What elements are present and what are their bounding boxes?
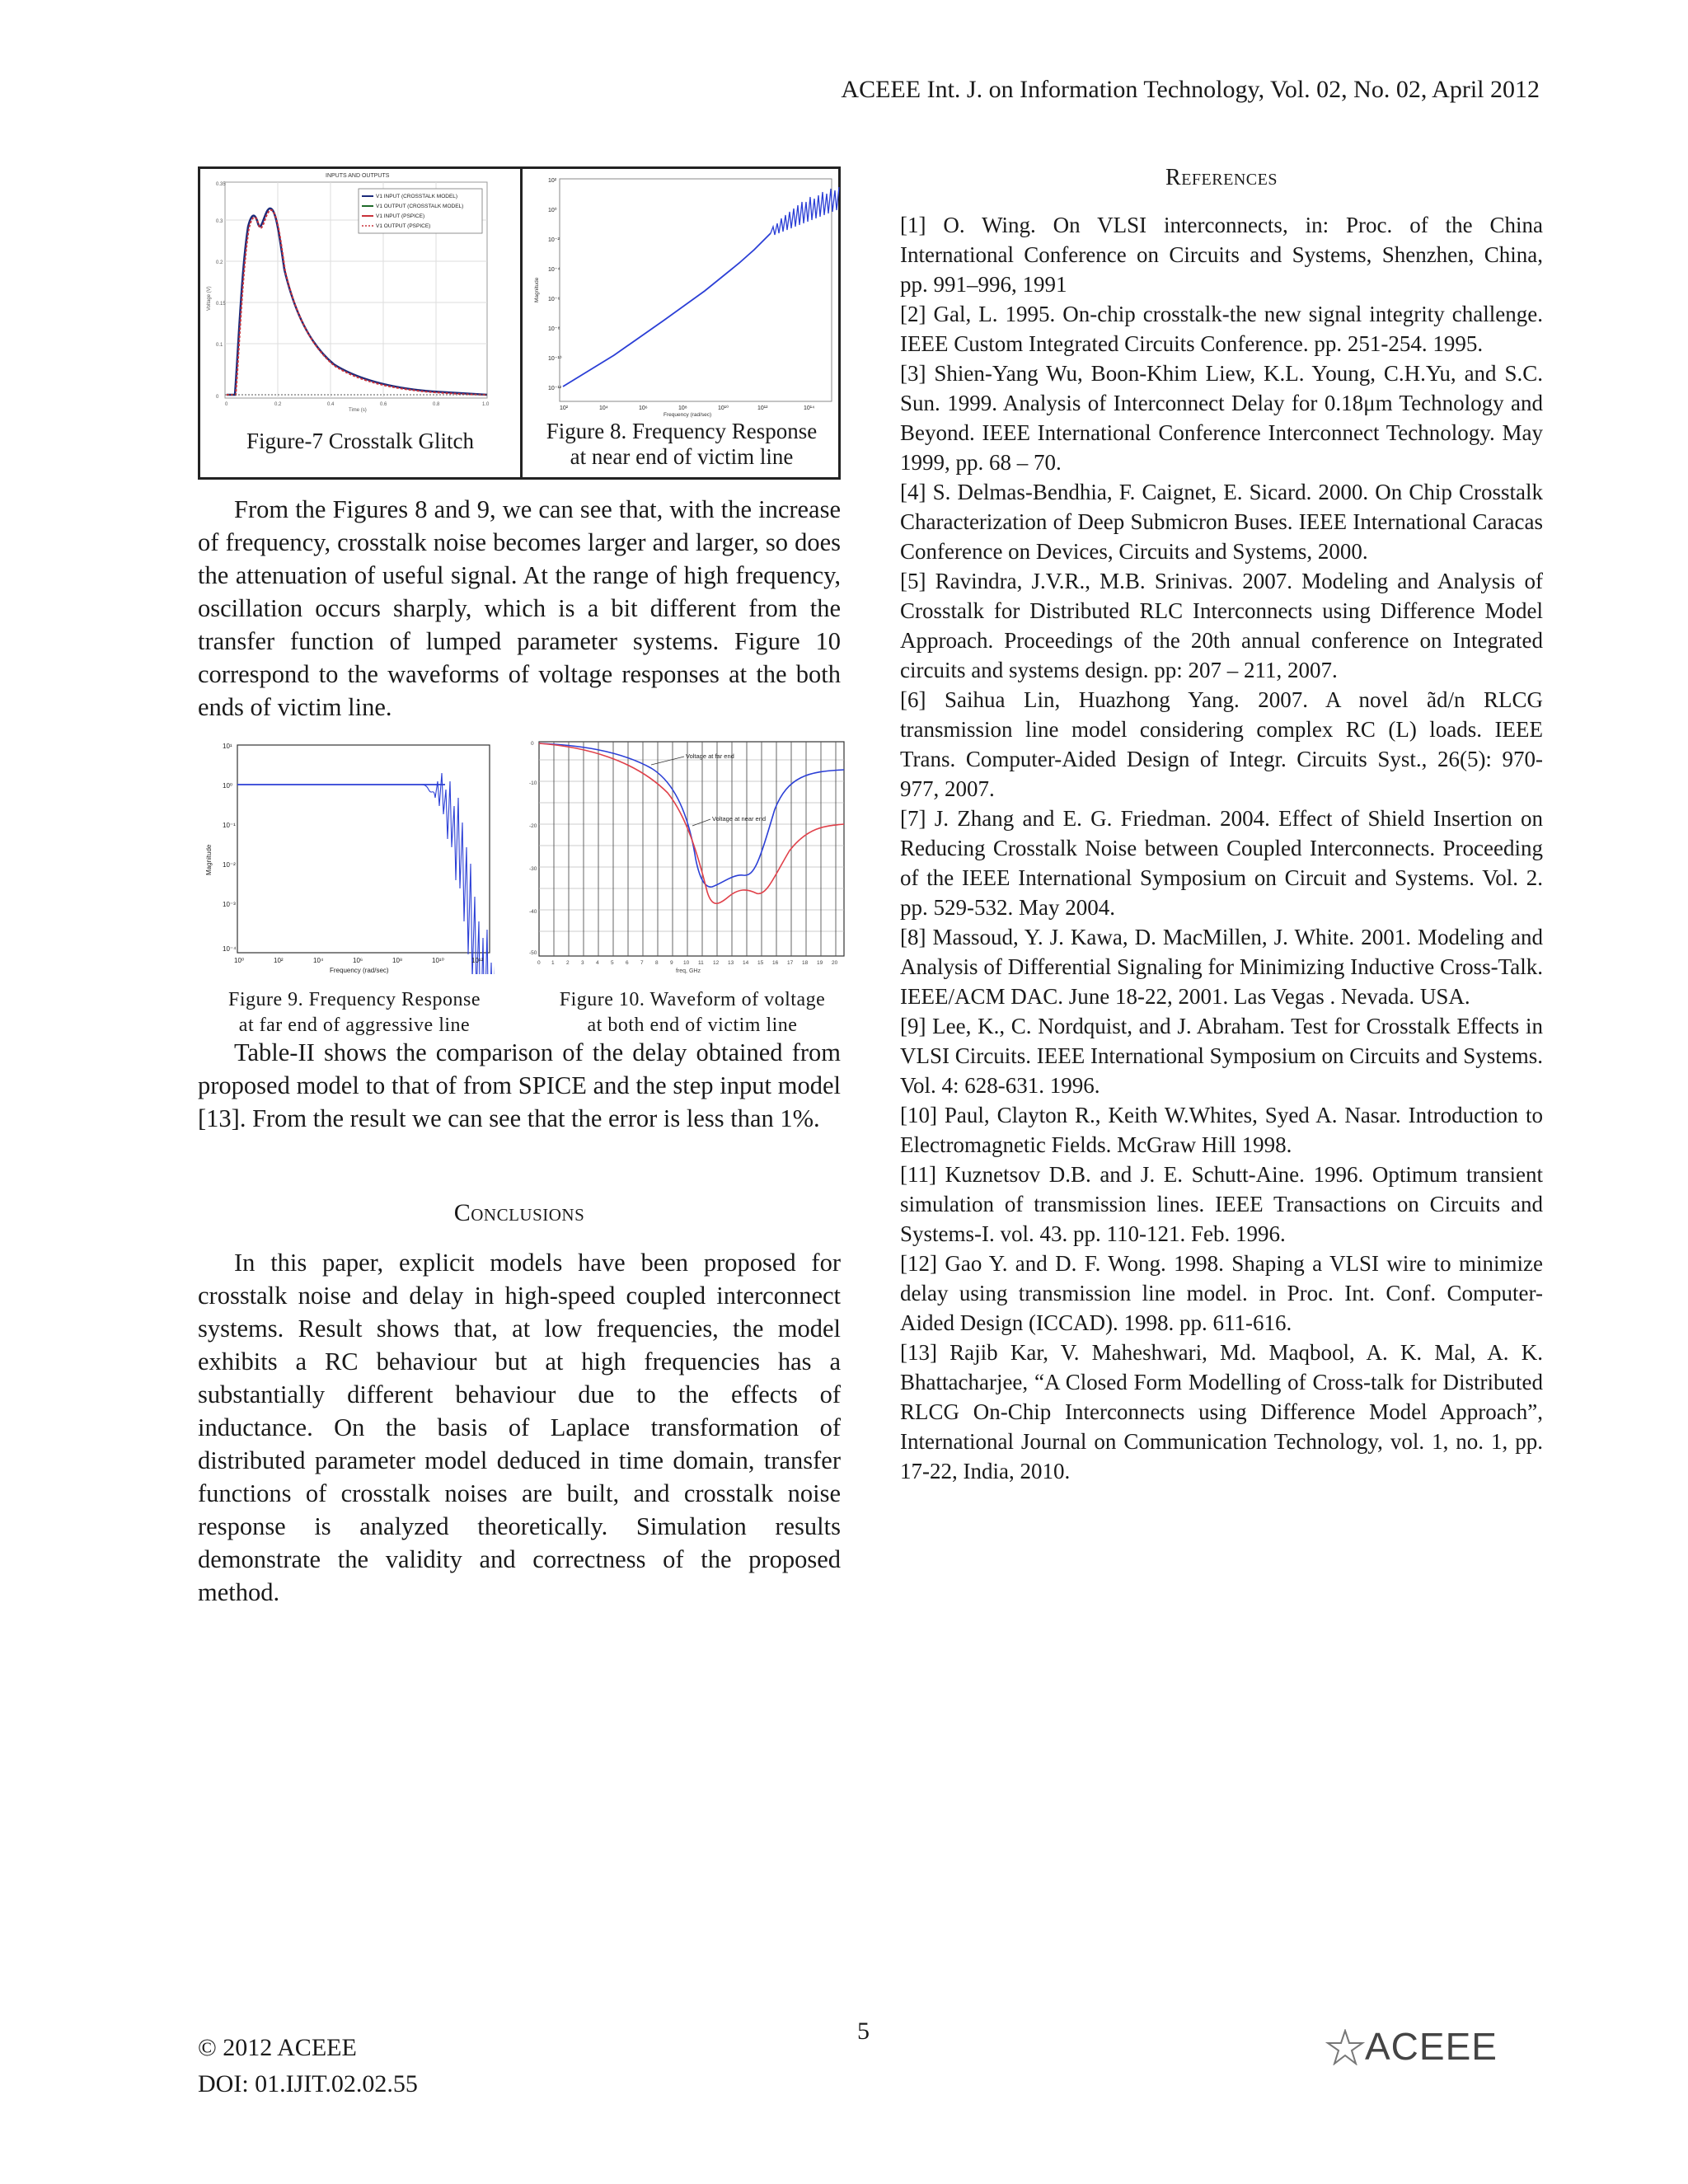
svg-text:0.3: 0.3 [216,219,223,224]
figure-8-caption [523,419,841,470]
svg-text:17: 17 [787,960,794,966]
svg-text:20: 20 [832,960,838,966]
figure-9-xlabel: Frequency (rad/sec) [330,967,389,974]
references-heading: References [1165,165,1278,190]
figure-10-xlabel: freq, GHz [676,968,701,974]
svg-text:0.2: 0.2 [216,260,223,265]
reference-item: [9] Lee, K., C. Nordquist, and J. Abraham. Test for Crosstalk Effects in VLSI Circuits. IEEE International Symposium on Circuits and Systems. Vol. 4: 628-631. 1996. [900,1014,1543,1098]
svg-text:10⁻²: 10⁻² [223,861,236,869]
svg-text:10⁻¹: 10⁻¹ [223,822,236,829]
figure-7-plot [202,171,519,418]
svg-text:-40: -40 [529,909,537,915]
svg-text:12: 12 [713,960,720,966]
figure-7-legend-4: V1 OUTPUT (PSPICE) [376,223,431,229]
doi-text: DOI: 01.IJIT.02.02.55 [198,2070,418,2097]
body-paragraph-3 [198,1246,841,1609]
reference-item: [3] Shien-Yang Wu, Boon-Khim Liew, K.L. Young, C.H.Yu, and S.C. Sun. 1999. Analysis of Interconnect Delay for 0.18μm Technology and Beyond. IEEE International Conference Interconnect Technology. May 1999, pp. 68 – 70. [900,361,1543,475]
figure-7-legend-2: V1 OUTPUT (CROSSTALK MODEL) [376,204,464,209]
copyright-text: © 2012 ACEEE [198,2034,357,2061]
svg-text:10⁸: 10⁸ [392,957,403,964]
svg-text:10⁻³: 10⁻³ [223,901,236,908]
figure-9 [198,735,495,974]
body-paragraph-1 [198,493,841,724]
reference-item: [12] Gao Y. and D. F. Wong. 1998. Shaping a VLSI wire to minimize delay using transmission line model. in Proc. Int. Conf. Computer-Aided Design (ICCAD). 1998. pp. 611-616. [900,1251,1543,1335]
svg-text:0.15: 0.15 [216,302,226,307]
figure-10 [528,735,849,974]
svg-text:10²: 10² [274,957,284,964]
reference-item: [1] O. Wing. On VLSI interconnects, in: Proc. of the China International Conference on Circuits and Systems, Shenzhen, China, pp. 991–996, 1991 [900,213,1543,297]
journal-header: ACEEE Int. J. on Information Technology, Vol. 02, No. 02, April 2012 [841,76,1540,103]
figure-9-plot [198,735,495,974]
svg-text:0: 0 [225,402,228,407]
svg-text:0.8: 0.8 [433,402,440,407]
svg-text:8: 8 [655,960,659,966]
svg-text:10: 10 [683,960,690,966]
svg-text:5: 5 [611,960,614,966]
figure-10-caption-line-1: Figure 10. Waveform of voltage [559,989,826,1010]
svg-text:10⁰: 10⁰ [223,782,233,790]
body-paragraph-3-text: In this paper, explicit models have been proposed for crosstalk noise and delay in high-speed coupled interconnect systems. Result shows that, at low frequencies, the model exhibits a RC behaviour but at high frequencies has a substantially different behaviour due to the effects of inductance. On the basis of Laplace transformation of distributed parameter model deduced in time domain, transfer functions of crosstalk noises are built, and crosstalk noise response is analyzed theoretically. Simulation results demonstrate the validity and correctness of the proposed method. [198,1249,841,1606]
conclusions-heading: Conclusions [453,1199,585,1226]
figure-7-xlabel: Time (s) [349,408,367,413]
svg-text:-20: -20 [529,823,537,829]
svg-text:15: 15 [757,960,764,966]
svg-text:10¹²: 10¹² [757,405,768,411]
svg-text:10⁻⁸: 10⁻⁸ [548,326,560,332]
svg-text:1.0: 1.0 [482,402,490,407]
svg-text:-30: -30 [529,866,537,872]
svg-text:-10: -10 [529,780,537,786]
figure-8-caption-line-2: at near end of victim line [570,444,794,470]
star-logo-icon [1325,2029,1365,2065]
svg-text:0.4: 0.4 [327,402,335,407]
reference-item: [2] Gal, L. 1995. On-chip crosstalk-the new signal integrity challenge. IEEE Custom Integrated Circuits Conference. pp. 251-254. 1995. [900,302,1543,356]
figure-9-ylabel: Magnitude [205,844,213,875]
svg-text:0.1: 0.1 [216,343,223,348]
svg-text:3: 3 [581,960,584,966]
svg-text:10¹: 10¹ [223,743,232,750]
svg-text:11: 11 [698,960,704,966]
svg-text:10⁶: 10⁶ [639,405,648,411]
svg-text:10²: 10² [548,178,557,184]
svg-text:10⁶: 10⁶ [353,957,363,964]
svg-text:10¹²: 10¹² [471,957,484,964]
figure-7-legend-1: V1 INPUT (CROSSTALK MODEL) [376,194,458,199]
reference-item: [8] Massoud, Y. J. Kawa, D. MacMillen, J. White. 2001. Modeling and Analysis of Differential Signaling for Minimizing Inductive Cross-Talk. IEEE/ACM DAC. June 18-22, 2001. Las Vegas . Nevada. USA. [900,925,1543,1009]
svg-text:10⁰: 10⁰ [234,957,245,964]
svg-text:-50: -50 [529,950,537,956]
figure-10-annotation-near: Voltage at near end [712,815,767,823]
svg-text:10⁻⁶: 10⁻⁶ [548,297,560,302]
figure-7-title: INPUTS AND OUTPUTS [326,173,390,179]
figure-8-ylabel: Magnitude [534,277,540,302]
svg-text:10⁴: 10⁴ [313,957,324,964]
svg-text:7: 7 [640,960,644,966]
reference-item: [11] Kuznetsov D.B. and J. E. Schutt-Aine. 1996. Optimum transient simulation of transmission lines. IEEE Transactions on Circuits and Systems-I. vol. 43. pp. 110-121. Feb. 1996. [900,1162,1543,1246]
figure-9-caption [198,987,511,1038]
svg-text:10⁻⁴: 10⁻⁴ [223,945,237,953]
reference-item: [13] Rajib Kar, V. Maheshwari, Md. Maqbool, A. K. Mal, A. K. Bhattacharjee, “A Closed Form Modelling of Cross-talk for Distributed RLCG On-Chip Interconnects using Difference Model Approach”, International Journal on Communication Technology, vol. 1, no. 1, pp. 17-22, India, 2010. [900,1340,1543,1483]
svg-text:10¹⁰: 10¹⁰ [432,957,444,964]
reference-item: [10] Paul, Clayton R., Keith W.Whites, Syed A. Nasar. Introduction to Electromagnetic Fields. McGraw Hill 1998. [900,1103,1543,1157]
figure-7-legend-3: V1 INPUT (PSPICE) [376,213,425,219]
figure-7-caption: Figure-7 Crosstalk Glitch [246,429,474,453]
reference-item: [6] Saihua Lin, Huazhong Yang. 2007. A novel ãd/n RLCG transmission line model considering complex RC (L) loads. IEEE Trans. Computer-Aided Design of Integr. Circuits Syst., 26(5): 970-977, 2007. [900,687,1543,801]
reference-item: [5] Ravindra, J.V.R., M.B. Srinivas. 2007. Modeling and Analysis of Crosstalk for Distributed RLC Interconnects using Difference Model Approach. Proceedings of the 20th annual conference on Integrated circuits and systems design. pp: 207 – 211, 2007. [900,569,1543,682]
figure-8-plot [523,171,841,418]
svg-text:10⁻¹²: 10⁻¹² [548,386,562,391]
figure-10-caption-line-2: at both end of victim line [587,1015,798,1036]
logo-text: ACEEE [1365,2025,1498,2068]
svg-text:6: 6 [626,960,629,966]
svg-text:16: 16 [772,960,779,966]
figure-9-caption-line-2: at far end of aggressive line [238,1015,471,1036]
figure-9-caption-line-1: Figure 9. Frequency Response [228,989,481,1010]
svg-text:10⁻⁴: 10⁻⁴ [548,267,560,273]
svg-text:14: 14 [743,960,749,966]
aceee-logo [1325,2027,1548,2069]
svg-text:10⁻²: 10⁻² [548,237,560,243]
figure-7-ylabel: Voltage (V) [207,286,212,311]
body-paragraph-2 [198,1036,841,1135]
footer-copyright [198,2030,418,2102]
references-list [900,210,1543,1486]
svg-text:19: 19 [817,960,823,966]
svg-text:9: 9 [670,960,673,966]
page-number: 5 [857,2018,870,2045]
figure-10-plot [528,735,849,974]
svg-text:10⁸: 10⁸ [678,405,687,411]
svg-text:0.2: 0.2 [274,402,282,407]
body-paragraph-1-text: From the Figures 8 and 9, we can see that, with the increase of frequency, crosstalk noise becomes larger and larger, so does the attenuation of useful signal. At the range of high frequency, oscillation occurs sharply, which is a bit different from the transfer function of lumped parameter systems. Figure 10 correspond to the waveforms of voltage responses at the both ends of victim line. [198,495,841,721]
svg-text:0: 0 [537,960,541,966]
svg-text:4: 4 [596,960,599,966]
figure-10-annotation-far: Voltage at far end [686,752,734,760]
svg-text:10⁰: 10⁰ [548,208,557,213]
svg-text:10⁴: 10⁴ [599,405,608,411]
reference-item: [4] S. Delmas-Bendhia, F. Caignet, E. Sicard. 2000. On Chip Crosstalk Characterization of Deep Submicron Buses. IEEE International Caracas Conference on Devices, Circuits and Systems, 2000. [900,480,1543,564]
svg-text:10⁻¹⁰: 10⁻¹⁰ [548,356,562,362]
svg-text:0.6: 0.6 [380,402,387,407]
figure-10-caption [528,987,857,1038]
figure-7-8-box [198,166,841,480]
figure-8-xlabel: Frequency (rad/sec) [663,412,712,418]
svg-text:1: 1 [551,960,555,966]
svg-text:10¹⁰: 10¹⁰ [718,405,729,411]
svg-text:0: 0 [531,741,534,747]
figure-8-caption-line-1: Figure 8. Frequency Response [546,419,818,443]
svg-text:2: 2 [566,960,570,966]
svg-text:10²: 10² [560,405,569,411]
svg-text:13: 13 [728,960,734,966]
svg-text:0: 0 [216,395,219,400]
svg-text:0.35: 0.35 [216,182,226,187]
body-paragraph-2-text: Table-II shows the comparison of the delay obtained from proposed model to that of from SPICE and the step input model [13]. From the result we can see that the error is less than 1%. [198,1038,841,1132]
svg-text:10¹⁴: 10¹⁴ [804,405,815,411]
svg-text:18: 18 [802,960,809,966]
reference-item: [7] J. Zhang and E. G. Friedman. 2004. Effect of Shield Insertion on Reducing Crosstalk Noise between Coupled Interconnects. Proceeding of the IEEE International Symposium on Circuit and Systems. Vol. 2. pp. 529-532. May 2004. [900,806,1543,920]
